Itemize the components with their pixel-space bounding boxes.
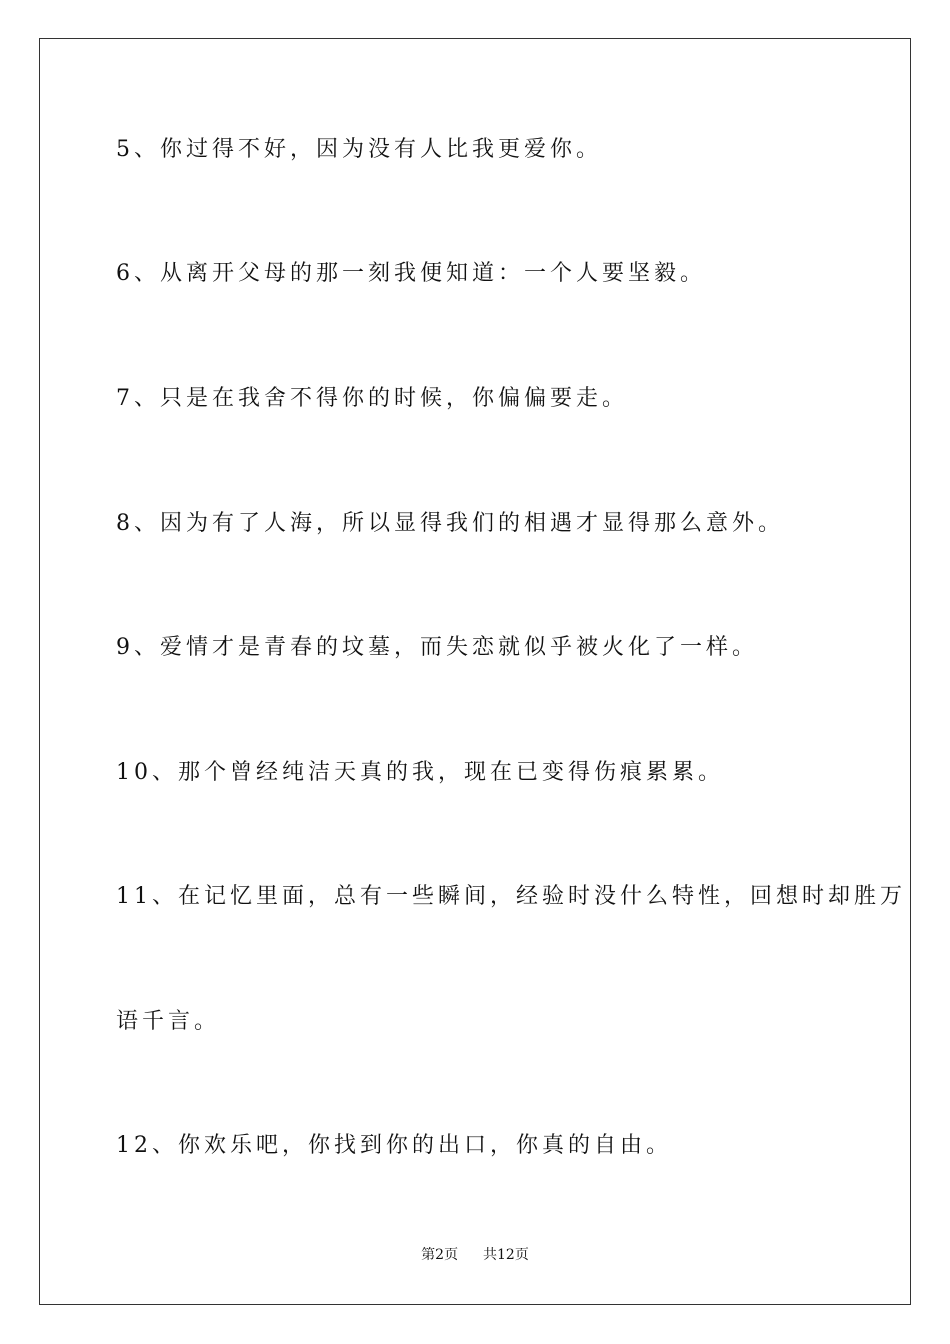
page-number: 第2页 (421, 1247, 459, 1263)
text-line: 9、爱情才是青春的坟墓，而失恋就似乎被火化了一样。 (116, 635, 758, 660)
text-line: 5、你过得不好，因为没有人比我更爱你。 (116, 137, 602, 162)
text-line: 10、那个曾经纯洁天真的我，现在已变得伤痕累累。 (116, 760, 724, 785)
text-line: 语千言。 (116, 1009, 221, 1034)
text-line: 7、只是在我舍不得你的时候，你偏偏要走。 (116, 386, 628, 411)
text-line: 6、从离开父母的那一刻我便知道：一个人要坚毅。 (116, 261, 706, 286)
text-line: 8、因为有了人海，所以显得我们的相遇才显得那么意外。 (116, 511, 784, 536)
text-line: 11、在记忆里面，总有一些瞬间，经验时没什么特性，回想时却胜万 (116, 884, 906, 909)
page-border (39, 38, 911, 1305)
page-total: 共12页 (483, 1247, 529, 1263)
page-footer (0, 1245, 950, 1265)
text-line: 12、你欢乐吧，你找到你的出口，你真的自由。 (116, 1133, 672, 1158)
